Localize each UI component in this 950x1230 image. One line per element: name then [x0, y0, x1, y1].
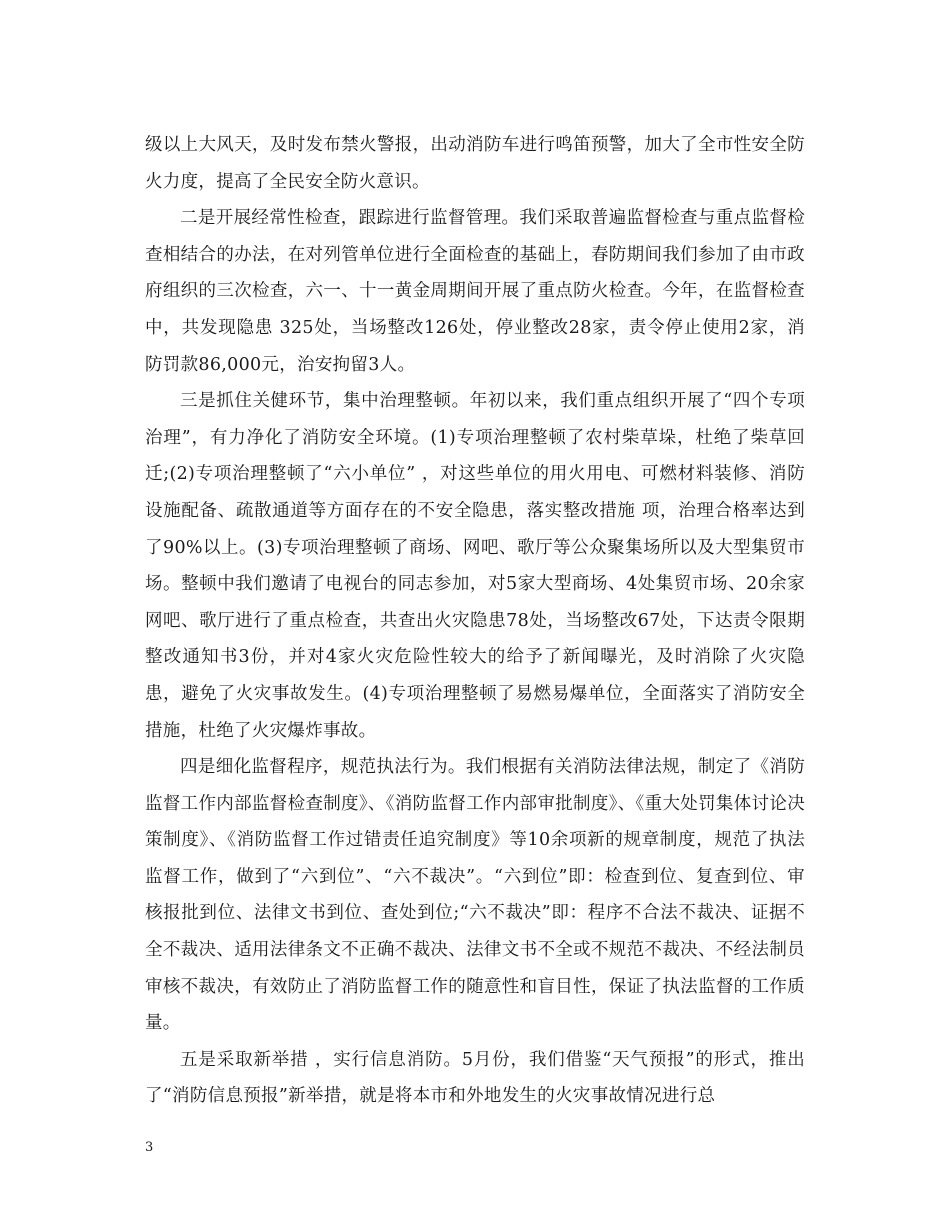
paragraph-inspection: 二是开展经常性检查，跟踪进行监督管理。我们采取普遍监督检查与重点监督检查相结合的办法，在对列管单位进行全面检查的基础上，春防期间我们参加了由市政府组织的三次检查，六一、十一黄金周期间开展了重点防火检查。今年，在监督检查中，共发现隐患 325处，当场整改126处，停业整改28家，责令停止使用2家，消防罚款86,000元，治安拘留3人。 [145, 208, 805, 375]
body-text [145, 127, 805, 1115]
paragraph-supervision-procedure: 四是细化监督程序，规范执法行为。我们根据有关消防法律法规，制定了《消防监督工作内部监督检查制度》、《消防监督工作内部审批制度》、《重大处罚集体讨论决策制度》、《消防监督工作过错责任追究制度》等10余项新的规章制度，规范了执法监督工作，做到了“六到位”、“六不裁决”。“六到位”即：检查到位、复查到位、审核报批到位、法律文书到位、查处到位;“六不裁决”即：程序不合法不裁决、证据不全不裁决、适用法律条文不正确不裁决、法律文书不全或不规范不裁决、不经法制员审核不裁决，有效防止了消防监督工作的随意性和盲目性，保证了执法监督的工作质量。 [145, 757, 805, 1034]
paragraph-continuation: 级以上大风天，及时发布禁火警报，出动消防车进行鸣笛预警，加大了全市性安全防火力度，提高了全民安全防火意识。 [145, 135, 805, 192]
paragraph-information-fire-safety: 五是采取新举措 ，实行信息消防。5月份，我们借鉴“天气预报”的形式，推出了“消防信息预报”新举措，就是将本市和外地发生的火灾事故情况进行总 [145, 1049, 805, 1107]
paragraph-rectification: 三是抓住关健环节，集中治理整顿。年初以来，我们重点组织开展了“四个专项治理”，有力净化了消防安全环境。(1)专项治理整顿了农村柴草垛，杜绝了柴草回迁;(2)专项治理整顿了“六小单位” ，对这些单位的用火用电、可燃材料装修、消防设施配备、疏散通道等方面存在的不安全隐患，落实整改措施 项，治理合格率达到了90%以上。(3)专项治理整顿了商场、网吧、歌厅等公众聚集场所以及大型集贸市场。整顿中我们邀请了电视台的同志参加，对5家大型商场、4处集贸市场、20余家网吧、歌厅进行了重点检查，共查出火灾隐患78处，当场整改67处，下达责令限期整改通知书3份，并对4家火灾危险性较大的给予了新闻曝光，及时消除了火灾隐患，避免了火灾事故发生。(4)专项治理整顿了易燃易爆单位，全面落实了消防安全措施，杜绝了火灾爆炸事故。 [145, 391, 805, 741]
page-number: 3 [145, 1140, 154, 1155]
